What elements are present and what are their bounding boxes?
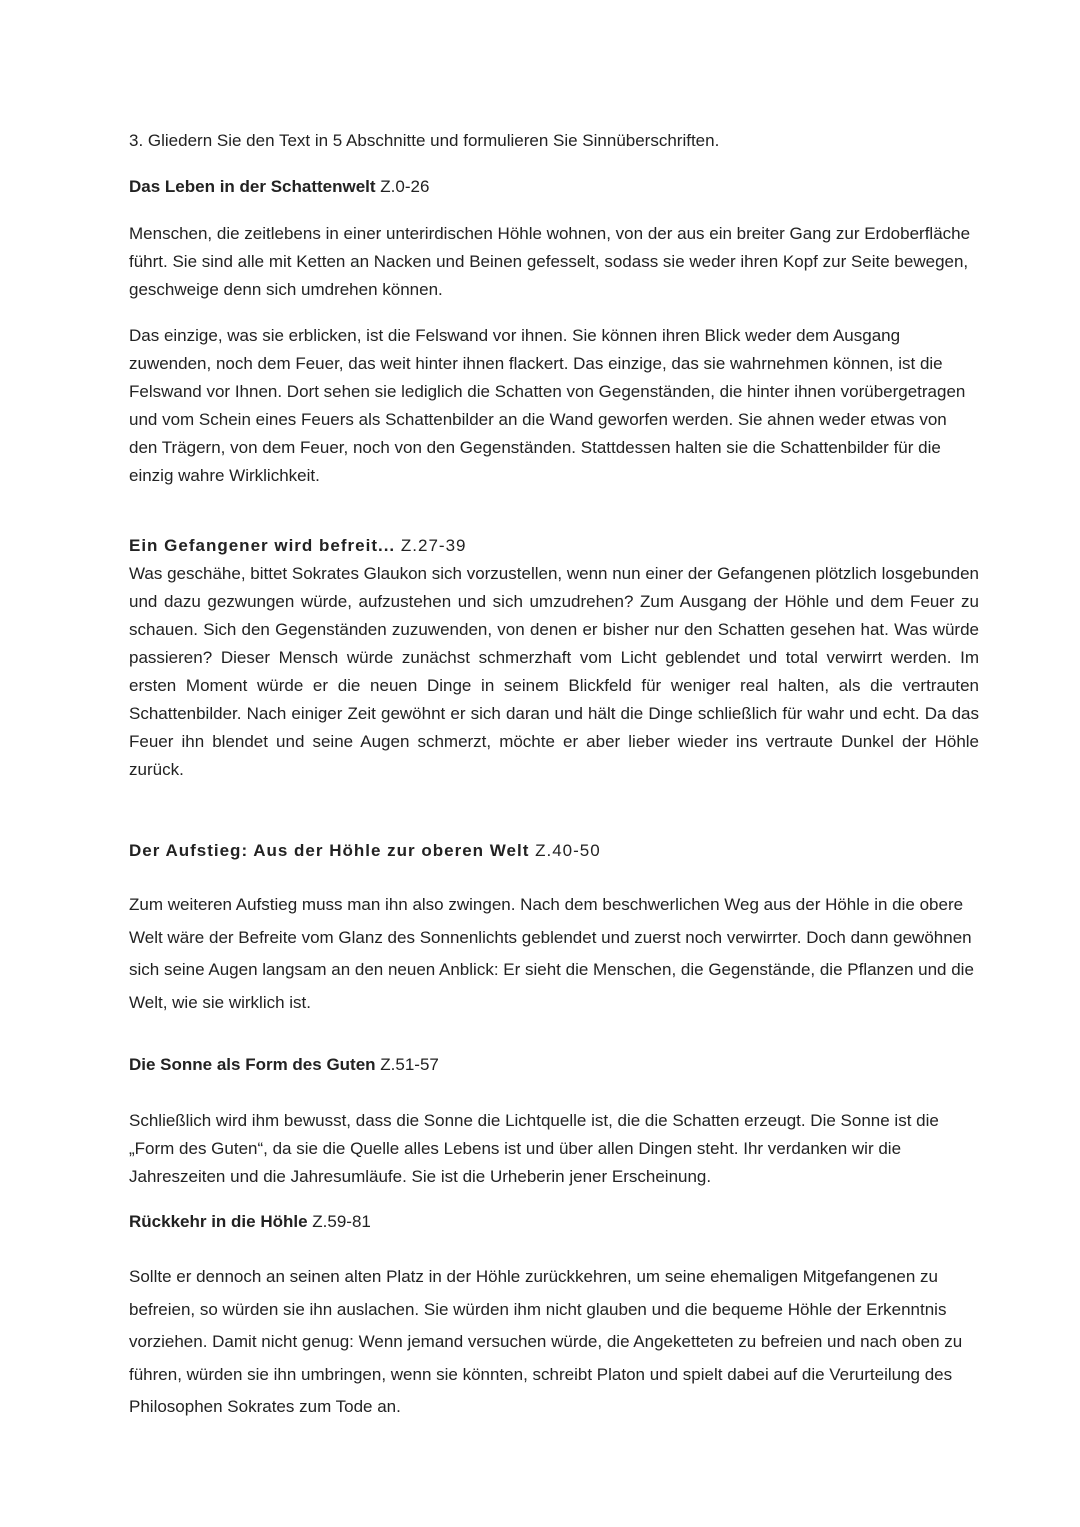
section-heading-4: [129, 1051, 979, 1079]
section-3-paragraph-1: Zum weiteren Aufstieg muss man ihn also zwingen. Nach dem beschwerlichen Weg aus der Höhle in die obere Welt wäre der Befreite vom Glanz des Sonnenlichts geblendet und zuerst noch verwirrter. Doch dann gewöhnen sich seine Augen langsam an den neuen Anblick: Er sieht die Menschen, die Gegenstände, die Pflanzen und die Welt, wie sie wirklich ist.: [129, 895, 974, 1012]
section-heading-2: [129, 532, 979, 560]
line-reference: Z.40-50: [529, 841, 601, 860]
section-title: Rückkehr in die Höhle: [129, 1212, 308, 1231]
section-title: Das Leben in der Schattenwelt: [129, 177, 376, 196]
section-heading-1: [129, 173, 979, 201]
section-1-paragraph-2: Das einzige, was sie erblicken, ist die Felswand vor ihnen. Sie können ihren Blick weder dem Ausgang zuwenden, noch dem Feuer, das weit hinter ihnen flackert. Das einzige, das sie wahrnehmen können, ist die Felswand vor Ihnen. Dort sehen sie lediglich die Schatten von Gegenständen, die hinter ihnen vorübergetragen und vom Schein eines Feuers als Schattenbilder an die Wand geworfen werden. Sie ahnen weder etwas von den Trägern, von dem Feuer, noch von den Gegenständen. Stattdessen halten sie die Schattenbilder für die einzig wahre Wirklichkeit.: [129, 326, 966, 485]
section-heading-3: [129, 837, 979, 865]
section-title: Ein Gefangener wird befreit...: [129, 536, 396, 555]
section-1-paragraph-1: Menschen, die zeitlebens in einer unterirdischen Höhle wohnen, von der aus ein breiter Gang zur Erdoberfläche führt. Sie sind alle mit Ketten an Nacken und Beinen gefesselt, sodass sie weder ihren Kopf zur Seite bewegen, geschweige denn sich umdrehen können.: [129, 224, 971, 299]
line-reference: Z.51-57: [375, 1055, 439, 1074]
line-reference: Z.59-81: [307, 1212, 371, 1231]
section-5-paragraph-1: Sollte er dennoch an seinen alten Platz in der Höhle zurückkehren, um seine ehemaligen Mitgefangenen zu befreien, so würden sie ihn auslachen. Sie würden ihm nicht glauben und die bequeme Höhle der Erkenntnis vorziehen. Damit nicht genug: Wenn jemand versuchen würde, die Angeketteten zu befreien und nach oben zu führen, würden sie ihn umbringen, wenn sie könnten, schreibt Platon und spielt dabei auf die Verurteilung des Philosophen Sokrates zum Tode an.: [129, 1267, 963, 1416]
line-reference: Z.0-26: [375, 177, 430, 196]
section-title: Die Sonne als Form des Guten: [129, 1055, 376, 1074]
section-heading-5: [129, 1208, 979, 1236]
task-instruction: 3. Gliedern Sie den Text in 5 Abschnitte und formulieren Sie Sinnüberschriften.: [129, 131, 720, 150]
section-title: Der Aufstieg: Aus der Höhle zur oberen Welt: [129, 841, 530, 860]
section-4-paragraph-1: Schließlich wird ihm bewusst, dass die Sonne die Lichtquelle ist, die die Schatten erzeugt. Die Sonne ist die „Form des Guten“, da sie die Quelle alles Lebens ist und über allen Dingen steht. Ihr verdanken wir die Jahreszeiten und die Jahresumläufe. Sie ist die Urheberin jener Erscheinung.: [129, 1111, 939, 1186]
section-2-paragraph-1: Was geschähe, bittet Sokrates Glaukon sich vorzustellen, wenn nun einer der Gefangenen plötzlich losgebunden und dazu gezwungen würde, aufzustehen und sich umzudrehen? Zum Ausgang der Höhle und dem Feuer zu schauen. Sich den Gegenständen zuzuwenden, von denen er bisher nur den Schatten gesehen hat. Was würde passieren? Dieser Mensch würde zunächst schmerzhaft vom Licht geblendet und total verwirrt werden. Im ersten Moment würde er die neuen Dinge in seinem Blickfeld für weniger real halten, als die vertrauten Schattenbilder. Nach einiger Zeit gewöhnt er sich daran und hält die Dinge schließlich für wahr und echt. Da das Feuer ihn blendet und seine Augen schmerzt, möchte er aber lieber wieder ins vertraute Dunkel der Höhle zurück.: [129, 564, 979, 779]
line-reference: Z.27-39: [395, 536, 467, 555]
